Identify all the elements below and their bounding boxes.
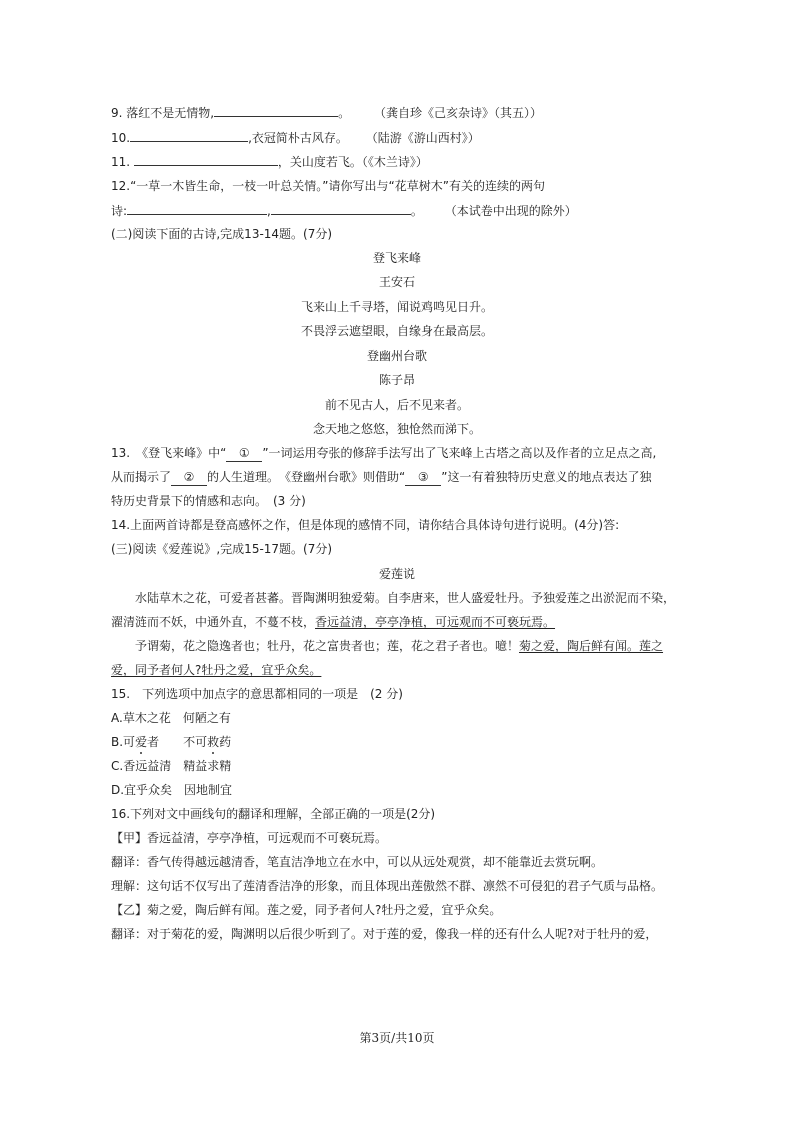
q16-yi-translation: 翻译：对于菊花的爱，陶渊明以后很少听到了。对于莲的爱，像我一样的还有什么人呢?对于牡丹的爱， [111,927,658,941]
q11-text: ，关山度若飞。（《木兰诗》） [277,155,428,169]
poem-2-line-1: 前不见古人，后不见来者。 [324,398,469,412]
essay-paragraph-1-line2 [111,614,555,630]
poem-2-title: 登幽州台歌 [366,349,427,363]
question-12-line2 [111,202,577,219]
essay-paragraph-2-line2 [111,662,321,678]
q13-text-e: ”这一有着独特历史意义的地点表达了独 [441,470,652,484]
question-16-stem: 16.下列对文中画线句的翻译和理解，全部正确的一项是(2分) [111,807,436,821]
poem-1-author: 王安石 [378,275,415,289]
essay-title: 爱莲说 [378,567,415,581]
q15-option-c[interactable]: C.香远益清 精益求精 [111,759,232,773]
q10-number: 10. [111,131,131,145]
question-14: 14.上面两首诗都是登高感怀之作，但是体现的感情不同，请你结合具体诗句进行说明。(4分)答: [111,518,620,532]
q15-b-text-3: 药 [219,735,232,749]
question-9 [111,104,542,121]
q11-blank[interactable] [134,153,278,166]
question-13-line3: 特历史背景下的情感和志向。 (3 分) [111,494,306,508]
q15-b-text-2: 者 不可 [147,735,208,749]
poem-2-line-2: 念天地之悠悠，独怆然而涕下。 [312,422,481,436]
q12-blank-1[interactable] [127,202,267,215]
q10-source: （陆游《游山西村》） [365,131,480,145]
essay-underlined-sentence-jia: 香远益清，亭亭净植，可远观而不可亵玩焉。 [315,615,556,629]
essay-paragraph-2-line1 [135,638,663,654]
poem-1-line-1: 飞来山上千寻塔，闻说鸡鸣见日升。 [300,300,493,314]
q15-option-d[interactable]: D.宜乎众矣 因地制宜 [111,783,233,797]
question-11 [111,153,428,170]
q16-yi-sentence: 【乙】菊之爱，陶后鲜有闻。莲之爱，同予者何人?牡丹之爱，宜乎众矣。 [111,903,502,917]
essay-p1-plain: 濯清涟而不妖，中通外直，不蔓不枝， [111,615,316,629]
q9-tail: 。 [338,106,351,120]
q15-option-a[interactable]: A.草木之花 何陋之有 [111,711,231,725]
q16-jia-translation: 翻译：香气传得越远越清香，笔直洁净地立在水中，可以从远处观赏，却不能靠近去赏玩啊。 [111,855,604,869]
q9-blank[interactable] [214,104,338,117]
q15-option-b[interactable] [111,734,231,750]
question-13-line2 [111,469,651,486]
q15-b-dotted-char-1: 爱 [135,735,148,749]
essay-underlined-sentence-yi-b: 爱，同予者何人?牡丹之爱，宜乎众矣。 [111,663,322,677]
q15-b-text-1: B.可 [111,735,136,749]
q12-note: （本试卷中出现的除外） [444,204,577,218]
q11-number: 11. [111,155,131,169]
section-3-heading: (三)阅读《爱莲说》,完成15-17题。(7分) [111,542,333,556]
poem-1-title: 登飞来峰 [372,251,421,265]
q12-comma: , [267,204,271,218]
q9-source: （龚自珍《己亥杂诗》（其五）） [373,106,542,120]
q9-number: 9. [111,106,123,120]
question-13-line1 [111,445,656,462]
poem-1-line-2: 不畏浮云遮望眼，自缘身在最高层。 [300,324,493,338]
q13-text-d: 的人生道理。 《登幽州台歌》则借助“ [207,470,406,484]
q13-blank-2[interactable]: ② [171,469,207,486]
q12-tail: 。 [410,204,423,218]
q13-blank-1[interactable]: ① [226,445,262,462]
q12-prefix: 诗: [111,204,128,218]
q10-blank[interactable] [130,129,248,142]
question-10 [111,129,480,146]
page-number-footer: 第3页/共10页 [359,1031,435,1045]
essay-p2-plain: 予谓菊，花之隐逸者也；牡丹，花之富贵者也；莲，花之君子者也。噫！ [135,639,520,653]
q13-text-c: 从而揭示了 [111,470,172,484]
q12-blank-2[interactable] [271,202,411,215]
q13-text-b: ”一词运用夸张的修辞手法写出了飞来峰上古塔之高以及作者的立足点之高, [262,446,657,460]
poem-2-author: 陈子昂 [378,373,415,387]
q13-blank-3[interactable]: ③ [405,469,441,486]
essay-underlined-sentence-yi-a: 菊之爱，陶后鲜有闻。莲之 [519,639,664,653]
question-15-stem: 15. 下列选项中加点字的意思都相同的一项是 (2 分) [111,687,403,701]
essay-paragraph-1-line1: 水陆草木之花，可爱者甚蕃。晋陶渊明独爱菊。自李唐来，世人盛爱牡丹。予独爱莲之出淤泥而不染， [135,591,676,605]
q9-text: 落红不是无情物, [126,106,215,120]
q15-b-dotted-char-2: 救 [207,735,220,749]
question-12-line1: 12.“一草一木皆生命，一枝一叶总关情。”请你写出与“花草树木”有关的连续的两句 [111,179,545,193]
q16-jia-sentence: 【甲】香远益清，亭亭净植，可远观而不可亵玩焉。 [111,831,388,845]
q13-text-a: 13. 《登飞来峰》中“ [111,446,227,460]
q10-text: ,衣冠简朴古风存。 [248,131,348,145]
section-2-heading: (二)阅读下面的古诗,完成13-14题。(7分) [111,227,333,241]
q16-jia-understanding: 理解：这句话不仅写出了莲清香洁净的形象，而且体现出莲傲然不群、凛然不可侵犯的君子气质与品格。 [111,879,664,893]
